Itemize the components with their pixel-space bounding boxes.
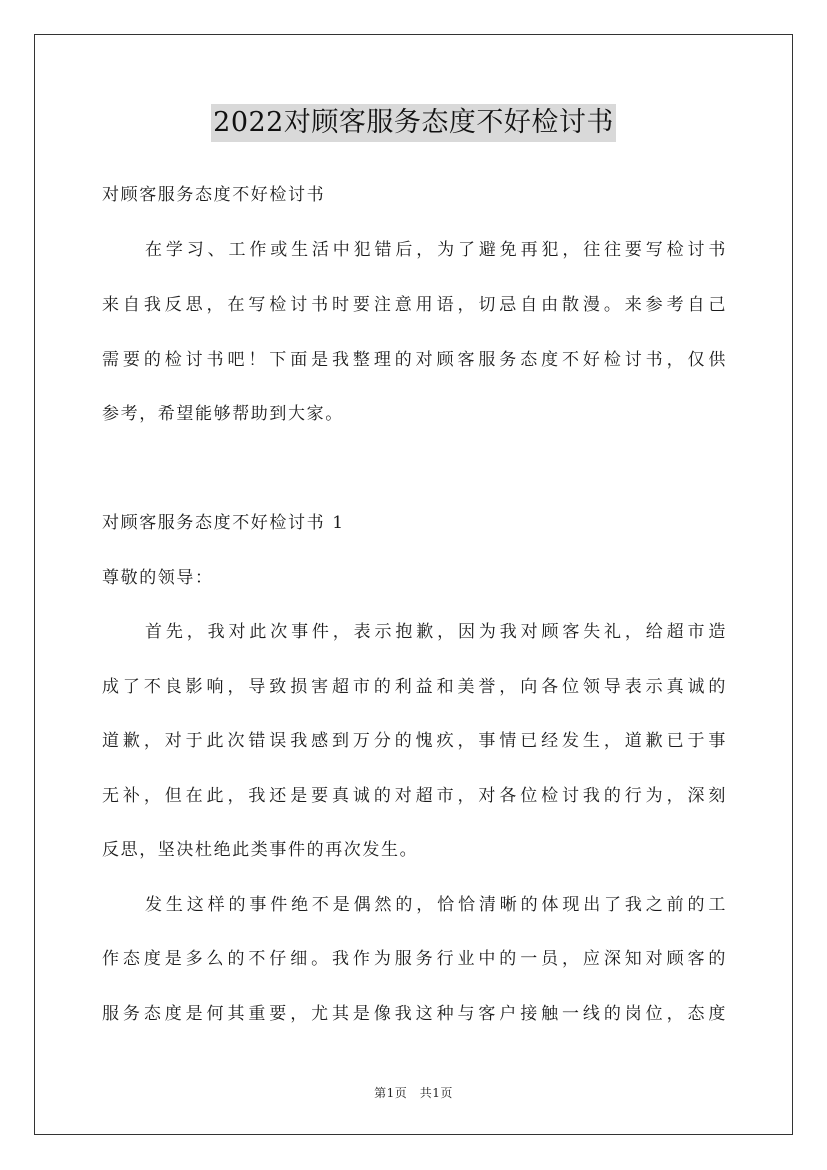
paragraph-line: 反思，坚决杜绝此类事件的再次发生。 [102,840,419,860]
title-container [0,104,827,142]
paragraph-line: 服务态度是何其重要，尤其是像我这种与客户接触一线的岗位，态度 [102,1004,727,1024]
paragraph-line: 成了不良影响，导致损害超市的利益和美誉，向各位领导表示真诚的 [102,677,727,697]
intro-line: 在学习、工作或生活中犯错后，为了避免再犯，往往要写检讨书 [145,240,727,260]
intro-line: 需要的检讨书吧！下面是我整理的对顾客服务态度不好检讨书，仅供 [102,350,727,370]
intro-line: 来自我反思，在写检讨书时要注意用语，切忌自由散漫。来参考自己 [102,295,727,315]
salutation: 尊敬的领导： [102,568,214,588]
section-heading: 对顾客服务态度不好检讨书 1 [102,513,345,533]
document-title: 2022对顾客服务态度不好检讨书 [211,104,616,142]
paragraph-line: 发生这样的事件绝不是偶然的，恰恰清晰的体现出了我之前的工 [145,895,727,915]
intro-line: 参考，希望能够帮助到大家。 [102,404,344,424]
paragraph-line: 无补，但在此，我还是要真诚的对超市，对各位检讨我的行为，深刻 [102,786,727,806]
page-number-footer: 第1页 共1页 [374,1086,453,1100]
paragraph-line: 道歉，对于此次错误我感到万分的愧疚，事情已经发生，道歉已于事 [102,731,727,751]
paragraph-line: 首先，我对此次事件，表示抱歉，因为我对顾客失礼，给超市造 [145,622,727,642]
document-subtitle: 对顾客服务态度不好检讨书 [102,185,326,205]
paragraph-line: 作态度是多么的不仔细。我作为服务行业中的一员，应深知对顾客的 [102,949,727,969]
